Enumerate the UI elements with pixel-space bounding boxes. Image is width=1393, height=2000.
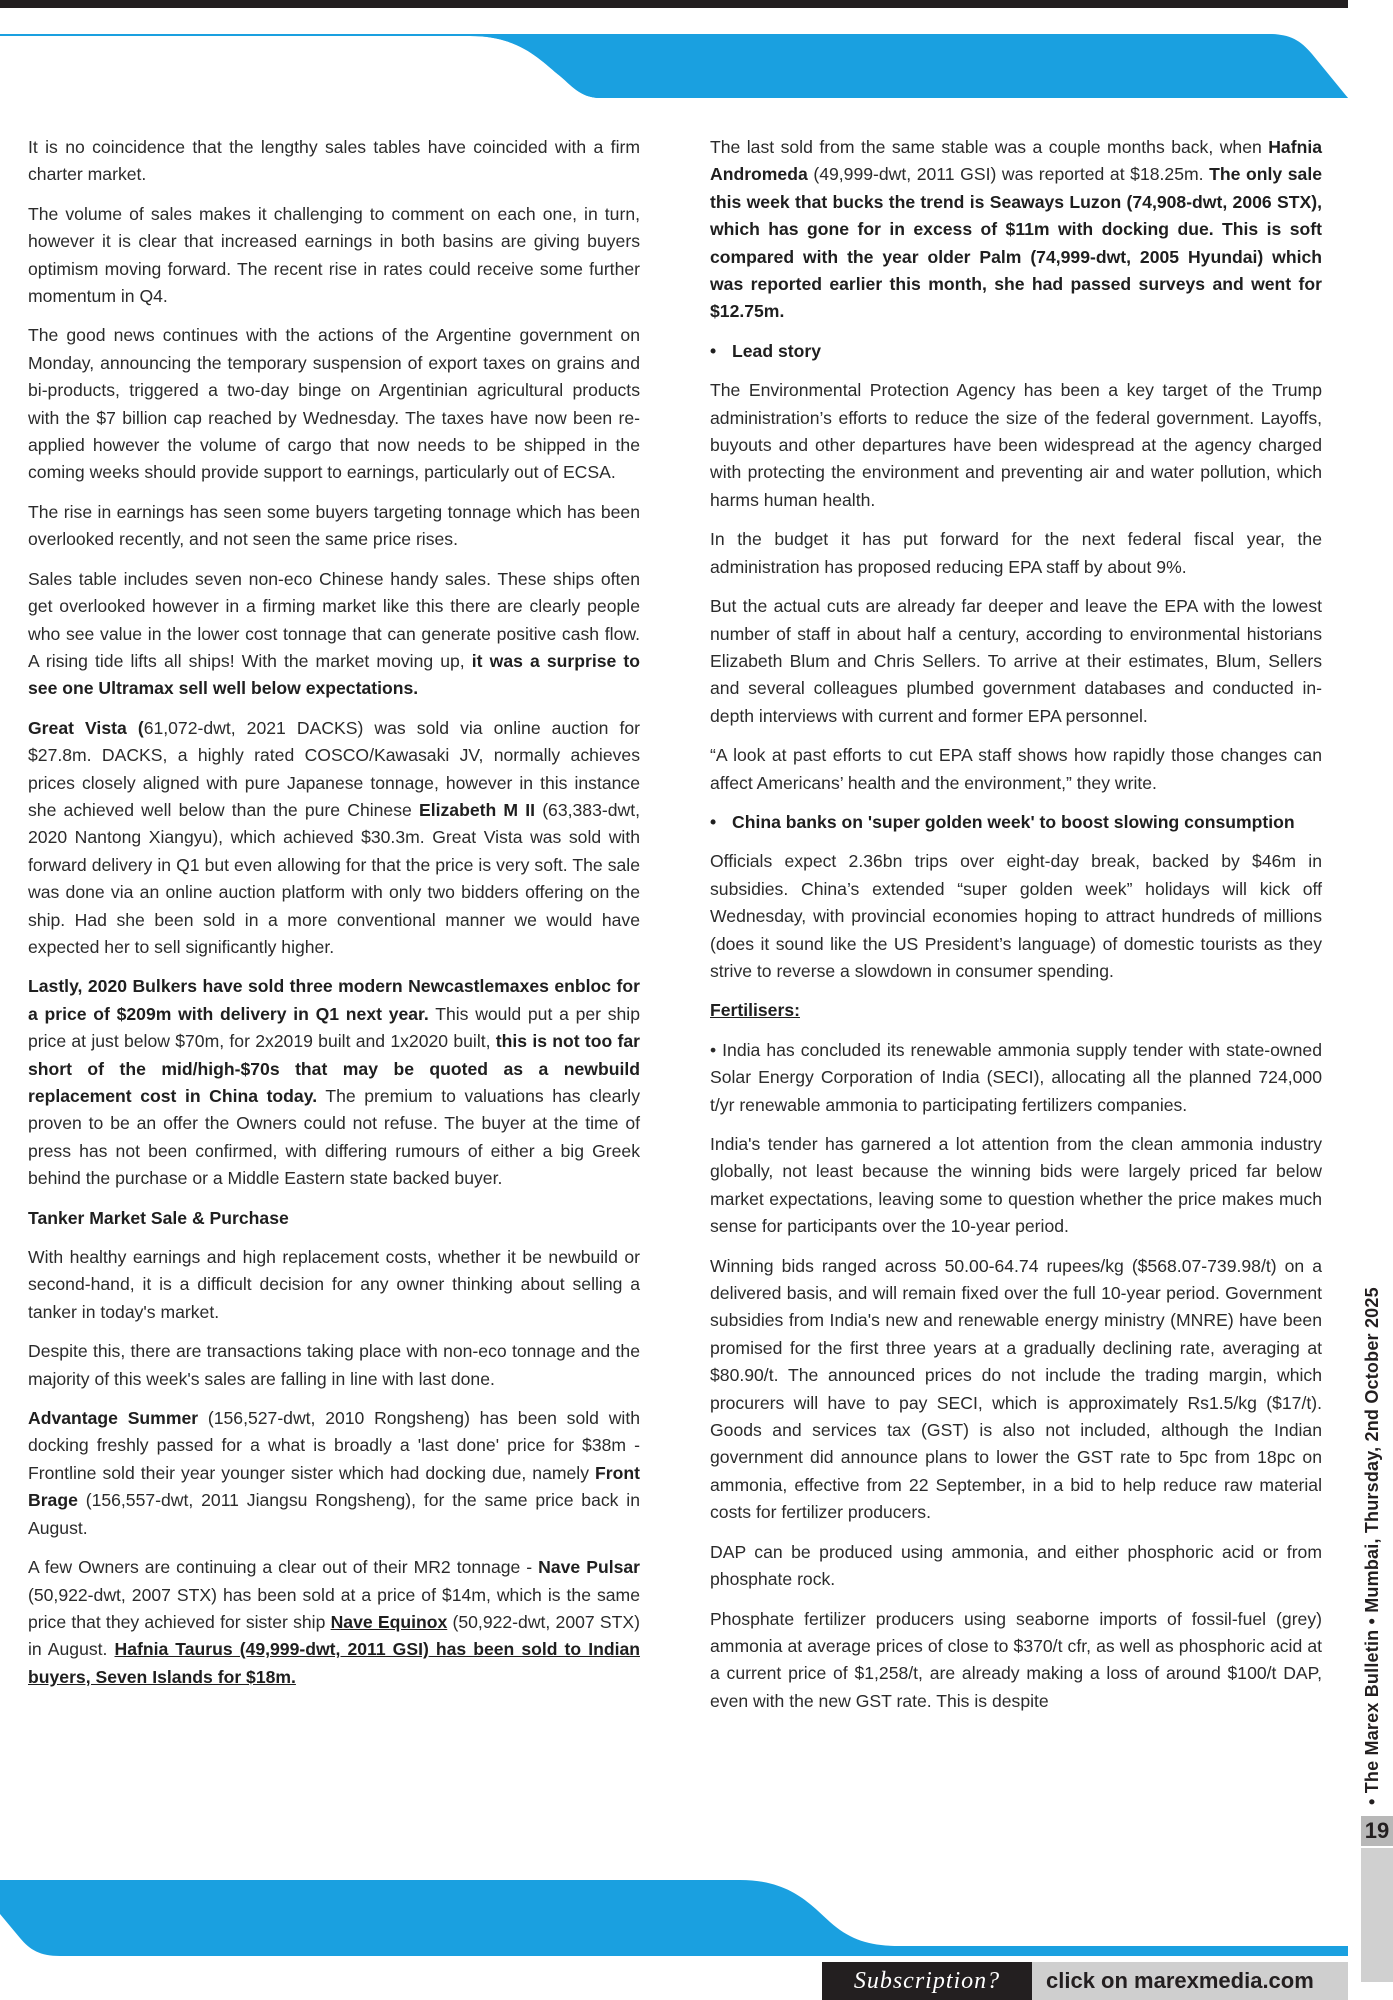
paragraph: Great Vista (61,072-dwt, 2021 DACKS) was sold via online auction for $27.8m. DACKS, a highly rated COSCO/Kawasaki JV, normally achieves prices closely aligned with pure Japanese tonnage, however in this instance she achieved well below than the pure Chinese Elizabeth M II (63,383-dwt, 2020 Nantong Xiangyu), which achieved $30.3m. Great Vista was sold with forward delivery in Q1 but even allowing for that the price is very soft. The sale was done via an online auction platform with only two bidders offering on the ship. Had she been sold in a more conventional manner we would have expected her to sell significantly higher. [28,717,640,957]
paragraph: Phosphate fertilizer producers using seaborne imports of fossil-fuel (grey) ammonia at average prices of close to $370/t cfr, as well as phosphoric acid at a current price of $1,258/t, are already making a loss of around $100/t DAP, even with the new GST rate. This is despite [710,1608,1322,1711]
right-column [710,134,1322,1727]
subscription-bar[interactable] [822,1962,1348,2000]
paragraph: The volume of sales makes it challenging to comment on each one, in turn, however it is clear that increased earnings in both basins are giving buyers optimism moving forward. The recent rise in rates could receive some further momentum in Q4. [28,203,640,307]
section-heading: Fertilisers: [710,1000,800,1021]
header-banner [0,0,1393,100]
paragraph: With healthy earnings and high replacement costs, whether it be newbuild or second-hand, it is a difficult decision for any owner thinking about selling a tanker in today's market. [28,1247,640,1322]
paragraph: The Environmental Protection Agency has been a key target of the Trump administration’s efforts to reduce the size of the federal government. Layoffs, buyouts and other departures have been widespread at the agency charged with protecting the environment and preventing air and water pollution, which harms human health. [710,380,1322,510]
paragraph: Winning bids ranged across 50.00-64.74 rupees/kg ($568.07-739.98/t) on a delivered basis, and will remain fixed over the full 10-year period. Government subsidies from India's new and renewable energy ministry (MNRE) have been promised for the first three years at a gradually declining rate, averaging at $80.90/t. The announced prices do not include the trading margin, which procurers will have to pay SECI, which is approximately Rs1.5/kg ($17/t). Goods and services tax (GST) is also not included, although the Indian government did announce plans to lower the GST rate to 5pc from 18pc on ammonia, effective from 22 September, in a bid to help reduce raw material costs for fertilizer producers. [710,1255,1322,1523]
paragraph: Advantage Summer (156,527-dwt, 2010 Rongsheng) has been sold with docking freshly passed for a what is broadly a 'last done' price for $38m - Frontline sold their year younger sister which had docking due, namely Front Brage (156,557-dwt, 2011 Jiangsu Rongsheng), for the same price back in August. [28,1408,640,1538]
paragraph: The good news continues with the actions of the Argentine government on Monday, announcing the temporary suspension of export taxes on grains and bi-products, triggered a two-day binge on Argentinian agricultural products with the $7 billion cap reached by Wednesday. The taxes have now been re-applied however the volume of cargo that now needs to be shipped in the coming weeks should provide support to earnings, particularly out of ECSA. [28,325,640,483]
paragraph: Officials expect 2.36bn trips over eight-day break, backed by $46m in subsidies. China’s extended “super golden week” holidays will kick off Wednesday, with provincial economies hoping to attract hundreds of millions (does it sound like the US President’s language) of domestic tourists as they strive to reverse a slowdown in consumer spending. [710,851,1322,981]
paragraph: “A look at past efforts to cut EPA staff shows how rapidly those changes can affect Americans’ health and the environment,” they write. [710,745,1322,793]
page-number: 19 [1361,1816,1393,1846]
bullet-item: • China banks on 'super golden week' to boost slowing consumption [710,809,1322,836]
paragraph: In the budget it has put forward for the next federal fiscal year, the administration has proposed reducing EPA staff by about 9%. [710,529,1322,577]
paragraph: The last sold from the same stable was a couple months back, when Hafnia Andromeda (49,999-dwt, 2011 GSI) was reported at $18.25m. The only sale this week that bucks the trend is Seaways Luzon (74,908-dwt, 2006 STX), which has gone for in excess of $11m with docking due. This is soft compared with the year older Palm (74,999-dwt, 2005 Hyundai) which was reported earlier this month, she had passed surveys and went for $12.75m. [710,137,1323,322]
paragraph: It is no coincidence that the lengthy sales tables have coincided with a firm charter market. [28,137,640,185]
paragraph: DAP can be produced using ammonia, and either phosphoric acid or from phosphate rock. [710,1541,1322,1590]
paragraph: Lastly, 2020 Bulkers have sold three modern Newcastlemaxes enbloc for a price of $209m with delivery in Q1 next year. This would put a per ship price at just below $70m, for 2x2019 built and 1x2020 built, this is not too far short of the mid/high-$70s that may be quoted as a newbuild replacement cost in China today. The premium to valuations has clearly proven to be an offer the Owners could not refuse. The buyer at the time of press has not been confirmed, with differing rumours of either a big Greek behind the purchase or a Middle Eastern state backed buyer. [28,976,641,1189]
paragraph: A few Owners are continuing a clear out of their MR2 tonnage - Nave Pulsar (50,922-dwt, 2007 STX) has been sold at a price of $14m, which is the same price that they achieved for sister ship Nave Equinox (50,922-dwt, 2007 STX) in August. Hafnia Taurus (49,999-dwt, 2011 GSI) has been sold to Indian buyers, Seven Islands for $18m. [28,1557,640,1687]
subscription-label: Subscription? [822,1962,1032,2000]
paragraph: • India has concluded its renewable ammonia supply tender with state-owned Solar Energy Corporation of India (SECI), allocating all the planned 724,000 t/yr renewable ammonia to participating fertilizers companies. [710,1039,1322,1115]
paragraph: India's tender has garnered a lot attention from the clean ammonia industry globally, not least because the winning bids were largely priced far below market expectations, leaving some to question whether the price makes much sense for participants over the 10-year period. [710,1134,1322,1237]
bullet-icon: • [710,811,717,832]
paragraph: The rise in earnings has seen some buyers targeting tonnage which has been overlooked recently, and not seen the same price rises. [28,501,640,550]
section-heading: Tanker Market Sale & Purchase [28,1207,289,1228]
bullet-item: • Lead story [710,338,1322,365]
bullet-icon: • [710,340,717,361]
left-column [28,134,640,1703]
sidebar-gray-block [1361,1848,1393,1982]
paragraph: Sales table includes seven non-eco Chinese handy sales. These ships often get overlooked however in a firming market like this there are clearly people who see value in the lower cost tonnage that can generate positive cash flow. A rising tide lifts all ships! With the market moving up, it was a surprise to see one Ultramax sell well below expectations. [28,568,641,699]
paragraph: Despite this, there are transactions taking place with non-eco tonnage and the majority of this week's sales are falling in line with last done. [28,1341,640,1389]
footer-banner [0,1880,1393,1956]
subscription-link[interactable]: click on marexmedia.com [1032,1962,1348,2000]
sidebar-publication-text: • The Marex Bulletin • Mumbai, Thursday, 2nd October 2025 [1362,1287,1382,1805]
paragraph: But the actual cuts are already far deeper and leave the EPA with the lowest number of staff in about half a century, according to environmental historians Elizabeth Blum and Chris Sellers. To arrive at their estimates, Blum, Sellers and several colleagues plumbed government databases and conducted in-depth interviews with current and former EPA personnel. [710,596,1322,726]
